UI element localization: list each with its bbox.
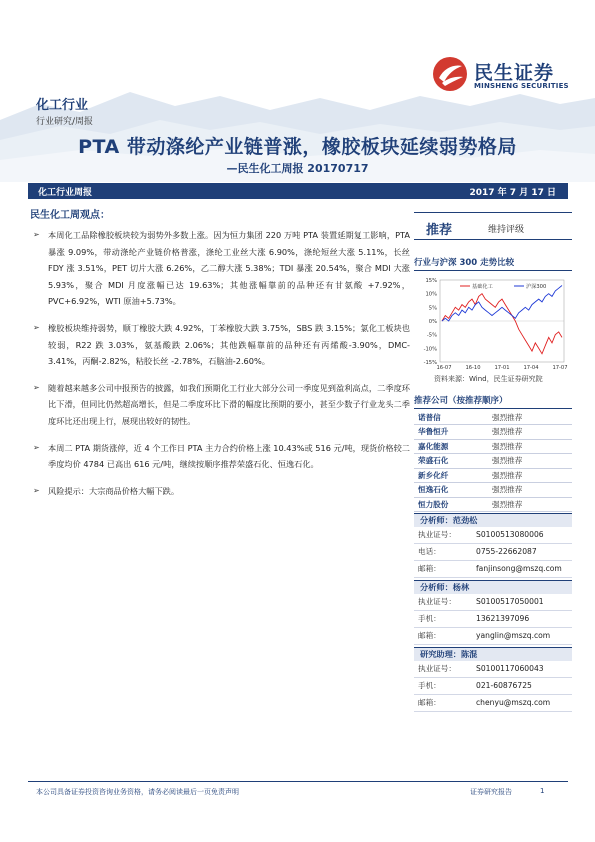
x-tick-label: 17-04 [523,365,539,371]
analyst-name: 分析师：杨林 [414,580,572,594]
company-name: 新乡化纤 [414,468,492,483]
analyst-card [414,647,572,712]
y-tick-label: 0% [428,319,437,325]
company-name: 荣盛石化 [414,454,492,469]
x-tick-label: 16-07 [436,365,452,371]
analyst-card [414,513,572,578]
y-tick-label: 5% [428,305,437,312]
viewpoint-item [30,320,410,370]
y-tick-label: -5% [426,332,437,339]
trend-chart [414,270,572,390]
company-rating: 强烈推荐 [492,425,572,440]
viewpoint-text: 橡胶板块维持弱势，顺丁橡胶大跌 4.92%，丁苯橡胶大跌 3.75%，SBS 跌 3.15%；氯化工板块也较弱，R22 跌 3.03%，氨基酸跌 2.06%；其他跌幅靠前的品种还有丙烯酸-3.90%，DMC-3.41%，丙酮-2.82%，粘胶长丝 -2.78%，石脑油-2.60%。 [48,322,410,367]
y-tick-label: 10% [425,291,437,298]
cert-label: 执业证号： [418,530,456,539]
contact-row [414,678,572,695]
bullet-arrow-icon: ➢ [33,485,40,495]
email-address[interactable]: chenyu@mszq.com [476,698,551,707]
email-label: 邮箱： [418,631,441,640]
table-row [414,483,572,498]
recommend-title: 推荐公司（按推荐顺序） [414,394,572,409]
x-tick-label: 16-10 [465,365,481,371]
rating-status: 维持评级 [488,225,525,235]
viewpoint-item [30,483,410,500]
y-tick-label: -15% [423,360,437,366]
minsheng-logo-icon [432,56,468,92]
phone-number: 0755-22662087 [476,547,537,556]
phone-label: 手机： [418,614,441,623]
viewpoint-text: 风险提示：大宗商品价格大幅下跌。 [48,485,180,496]
company-rating: 强烈推荐 [492,454,572,469]
phone-number: 021-60876725 [476,681,532,690]
viewpoint-text: 随着越来越多公司中报预告的披露，如我们预期化工行业大部分公司一季度见到盈利高点，二季度环比下滑，但同比仍然超高增长，但是二季度环比下滑的幅度比预期的要小，甚至少数子行业龙头二季度环比还出现上行，展现出较好的韧性。 [48,382,410,426]
company-rating: 强烈推荐 [492,468,572,483]
table-row [414,468,572,483]
report-type: 行业研究/周报 [36,117,94,127]
viewpoints-title: 民生化工周观点： [30,210,110,221]
contact-row [414,527,572,544]
footer-divider [28,781,568,782]
industry-label: 化工行业 [36,98,89,113]
report-subtitle: —民生化工周报 20170717 [226,162,369,175]
recommend-table [414,410,572,512]
section-band [28,183,568,199]
contact-row [414,695,572,712]
bullet-arrow-icon: ➢ [33,322,40,332]
y-tick-label: -10% [423,346,437,353]
brand-name-cn: 民生证券 [474,62,555,84]
email-address[interactable]: fanjinsong@mszq.com [476,564,562,573]
legend-label: 基础化工 [472,284,493,290]
contact-row [414,544,572,561]
email-label: 邮箱： [418,698,441,707]
contact-row [414,561,572,578]
email-label: 邮箱： [418,564,441,573]
series-line-chemical [442,294,562,354]
x-tick-label: 17-07 [552,365,568,371]
contact-row [414,661,572,678]
phone-label: 电话： [418,547,441,556]
contact-row [414,594,572,611]
viewpoint-text: 本周化工品除橡胶板块较为弱势外多数上涨。因为恒力集团 220 万吨 PTA 装置延期复工影响，PTA 暴涨 9.09%，带动涤纶产业链价格普涨，涤纶工业丝大涨 6.90%，涤纶短丝大涨 5.11%，长丝 FDY 涨 3.51%，PET 切片大涨 6.26%，乙二醇大涨 5.38%；TDI 暴涨 20.54%，聚合 MDI 大涨 5.93%，聚合 MDI 月度涨幅已达 19.63%；其他涨幅靠前的品种还有甘氨酸 +7.92%，PVC+6.92%，WTI 原油+5.73%。 [48,230,410,307]
analyst-card [414,580,572,645]
company-name: 诺普信 [414,410,492,425]
bullet-arrow-icon: ➢ [33,442,40,452]
company-name: 恒力股份 [414,497,492,512]
company-rating: 强烈推荐 [492,483,572,498]
report-date: 2017 年 7 月 17 日 [469,188,556,198]
chart-source: 资料来源：Wind，民生证券研究院 [434,375,543,383]
viewpoint-item [30,380,410,430]
cert-label: 执业证号： [418,664,456,673]
chart-title: 行业与沪深 300 走势比较 [414,256,572,271]
table-row [414,410,572,425]
cert-label: 执业证号： [418,597,456,606]
viewpoints-section [30,206,410,509]
report-title: PTA 带动涤纶产业链普涨，橡胶板块延续弱势格局 [78,136,517,158]
company-rating: 强烈推荐 [492,439,572,454]
company-rating: 强烈推荐 [492,497,572,512]
contact-row [414,628,572,645]
table-row [414,497,572,512]
viewpoint-text: 本周二 PTA 期货涨停，近 4 个工作日 PTA 主力合约价格上涨 10.43%或 516 元/吨，现货价格较二季度均价 4784 已高出 616 元/吨，继续按顺序推荐荣盛石化、恒逸石化。 [48,442,410,470]
cert-number: S0100117060043 [476,664,544,673]
y-tick-label: 15% [425,278,437,284]
x-tick-label: 17-01 [494,365,510,371]
footer-disclaimer: 本公司具备证券投资咨询业务资格，请务必阅读最后一页免责声明 [36,788,239,796]
company-name: 恒逸石化 [414,483,492,498]
band-category: 化工行业周报 [38,188,93,198]
phone-number: 13621397096 [476,614,530,623]
table-row [414,439,572,454]
analyst-name: 研究助理：陈混 [414,647,572,661]
cert-number: S0100517050001 [476,597,544,606]
footer-tag: 证券研究报告 [470,788,512,796]
viewpoint-item [30,440,410,473]
bullet-arrow-icon: ➢ [33,382,40,392]
table-row [414,454,572,469]
phone-label: 手机： [418,681,441,690]
bullet-arrow-icon: ➢ [33,230,40,239]
page-number: 1 [540,787,545,795]
company-name: 嘉化能源 [414,439,492,454]
email-address[interactable]: yanglin@mszq.com [476,631,551,640]
rating-box [414,212,572,240]
series-line-csi300 [442,286,562,322]
table-row [414,425,572,440]
company-rating: 强烈推荐 [492,410,572,425]
contact-row [414,611,572,628]
brand-logo [432,56,572,96]
company-name: 华鲁恒升 [414,425,492,440]
cert-number: S0100513080006 [476,530,544,539]
analyst-name: 分析师：范劲松 [414,513,572,527]
viewpoint-item [30,227,410,310]
rating-value: 推荐 [426,223,453,238]
legend-label: 沪深300 [526,284,547,290]
brand-name-en: MINSHENG SECURITIES [474,82,569,90]
